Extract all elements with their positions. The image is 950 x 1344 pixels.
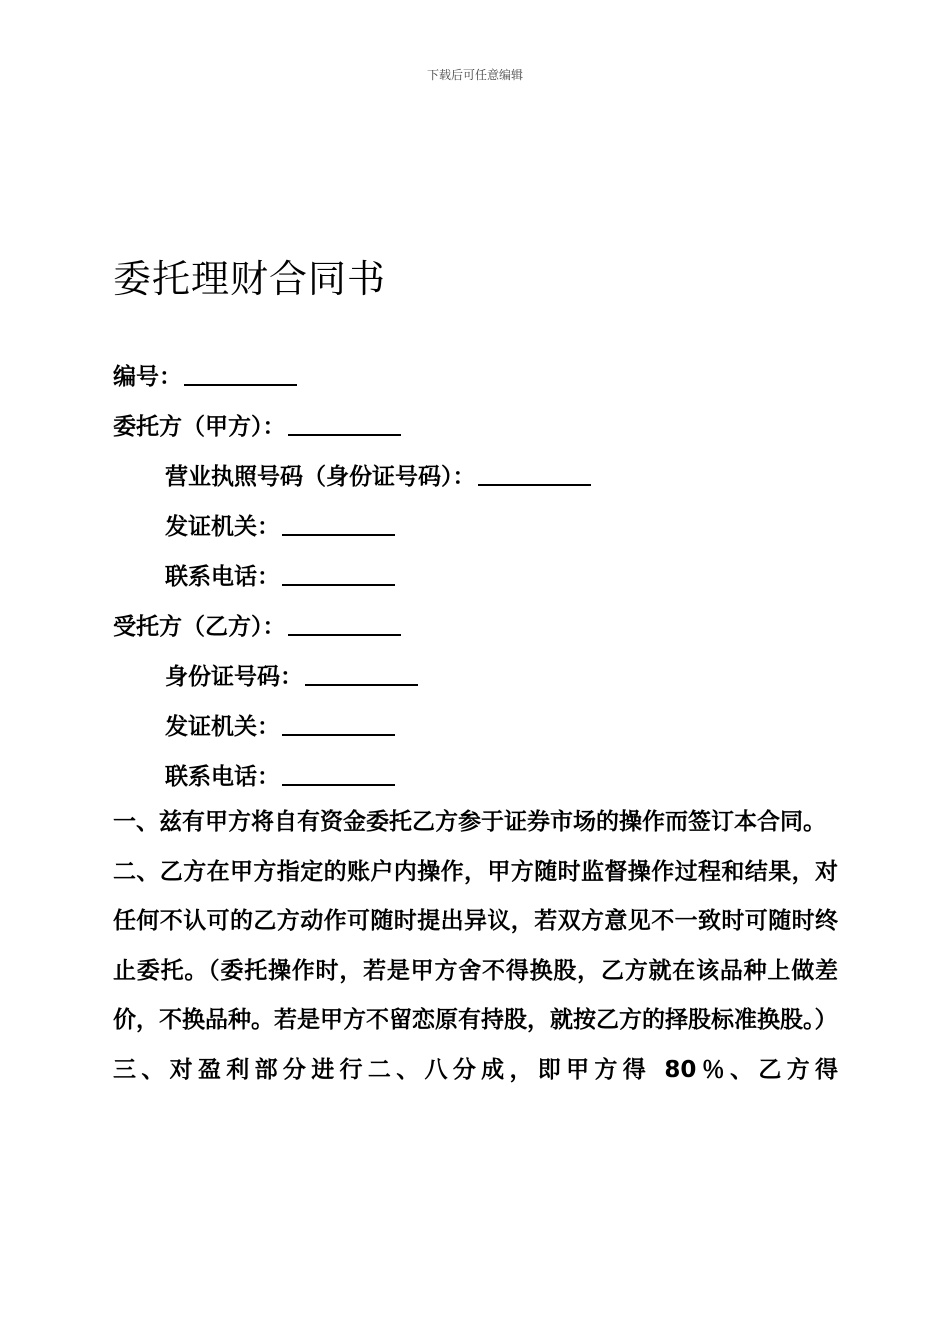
blank-line[interactable]	[288, 410, 401, 436]
field-label: 营业执照号码（身份证号码）：	[165, 464, 476, 490]
blank-line[interactable]	[305, 660, 418, 686]
field-label: 受托方（乙方）：	[113, 614, 286, 640]
field-issuing-authority-b	[113, 702, 843, 752]
blank-line[interactable]	[282, 510, 395, 536]
field-label: 联系电话：	[165, 564, 280, 590]
field-label: 联系电话：	[165, 764, 280, 790]
party-info-fields	[113, 352, 843, 802]
field-label: 身份证号码：	[165, 664, 303, 690]
field-business-license-id	[113, 452, 843, 502]
blank-line[interactable]	[282, 710, 395, 736]
contract-body	[113, 798, 838, 1095]
field-id-number-b	[113, 652, 843, 702]
header-note: 下载后可任意编辑	[426, 68, 523, 82]
field-phone-a	[113, 552, 843, 602]
field-label: 发证机关：	[165, 514, 280, 540]
field-contract-number	[113, 352, 843, 402]
clause-1: 一、兹有甲方将自有资金委托乙方参于证券市场的操作而签订本合同。	[113, 809, 826, 835]
blank-line[interactable]	[282, 760, 395, 786]
field-issuing-authority-a	[113, 502, 843, 552]
field-client-party-a	[113, 402, 843, 452]
clause-2: 二、乙方在甲方指定的账户内操作，甲方随时监督操作过程和结果，对任何不认可的乙方动作可随时提出异议，若双方意见不一致时可随时终止委托。（委托操作时，若是甲方舍不得换股，乙方就在该品种上做差价，不换品种。若是甲方不留恋原有持股，就按乙方的择股标准换股。）	[113, 858, 838, 1033]
field-phone-b	[113, 752, 843, 802]
field-label: 委托方（甲方）：	[113, 414, 286, 440]
clause-3: 三、对盈利部分进行二、八分成，即甲方得 80％、乙方得	[113, 1056, 838, 1083]
blank-line[interactable]	[282, 560, 395, 586]
field-trustee-party-b	[113, 602, 843, 652]
field-label: 发证机关：	[165, 714, 280, 740]
field-label: 编号：	[113, 364, 182, 390]
document-title: 委托理财合同书	[113, 257, 387, 301]
blank-line[interactable]	[184, 360, 297, 386]
blank-line[interactable]	[478, 460, 591, 486]
blank-line[interactable]	[288, 610, 401, 636]
